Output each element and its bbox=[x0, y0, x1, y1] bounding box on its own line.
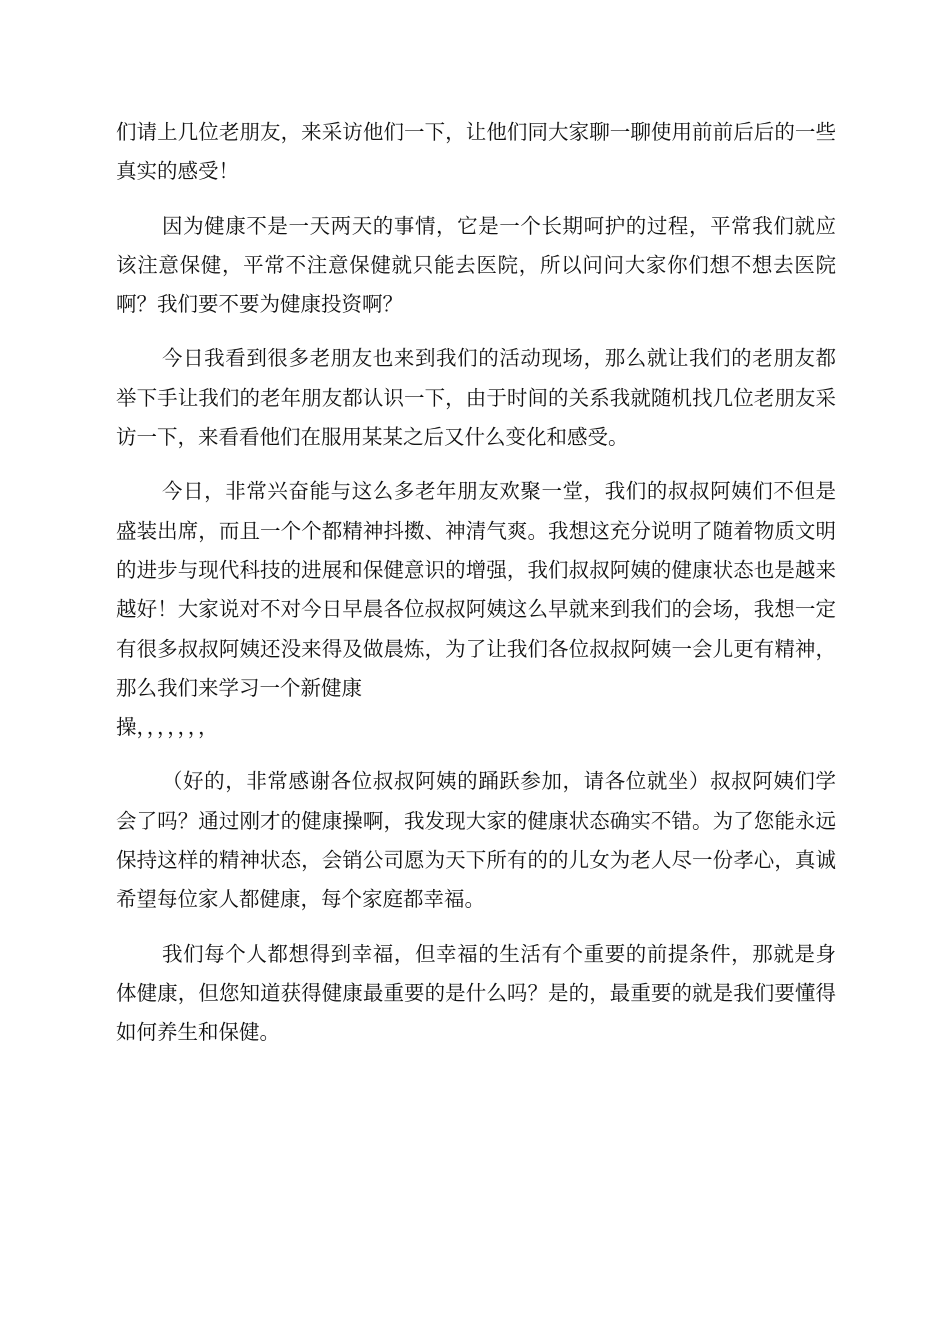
paragraph-5: （好的，非常感谢各位叔叔阿姨的踊跃参加，请各位就坐）叔叔阿姨们学会了吗？通过刚才的健康操啊，我发现大家的健康状态确实不错。为了您能永远保持这样的精神状态，会销公司愿为天下所有的的儿女为老人尽一份孝心，真诚希望每位家人都健康，每个家庭都幸福。 bbox=[116, 769, 836, 912]
paragraph-4-tail: 操，，，，，，， bbox=[116, 715, 219, 740]
paragraph-3: 今日我看到很多老朋友也来到我们的活动现场，那么就让我们的老朋友都举下手让我们的老年朋友都认识一下，由于时间的关系我就随机找几位老朋友采访一下，来看看他们在服用某某之后又什么变化和感受。 bbox=[116, 346, 836, 450]
paragraph-1: 们请上几位老朋友，来采访他们一下，让他们同大家聊一聊使用前前后后的一些真实的感受！ bbox=[116, 120, 836, 184]
document-page bbox=[116, 113, 836, 1068]
paragraph-6: 我们每个人都想得到幸福，但幸福的生活有个重要的前提条件，那就是身体健康，但您知道获得健康最重要的是什么吗？是的，最重要的就是我们要懂得如何养生和保健。 bbox=[116, 941, 836, 1045]
paragraph-4-body: 今日，非常兴奋能与这么多老年朋友欢聚一堂，我们的叔叔阿姨们不但是盛装出席，而且一个个都精神抖擞、神清气爽。我想这充分说明了随着物质文明的进步与现代科技的进展和保健意识的增强，我们叔叔阿姨的健康状态也是越来越好！大家说对不对今日早晨各位叔叔阿姨这么早就来到我们的会场，我想一定有很多叔叔阿姨还没来得及做晨炼，为了让我们各位叔叔阿姨一会儿更有精神，那么我们来学习一个新健康 bbox=[116, 479, 836, 700]
paragraph-4 bbox=[116, 472, 836, 747]
paragraph-2: 因为健康不是一天两天的事情，它是一个长期呵护的过程，平常我们就应该注意保健，平常不注意保健就只能去医院，所以问问大家你们想不想去医院啊？我们要不要为健康投资啊？ bbox=[116, 213, 836, 317]
